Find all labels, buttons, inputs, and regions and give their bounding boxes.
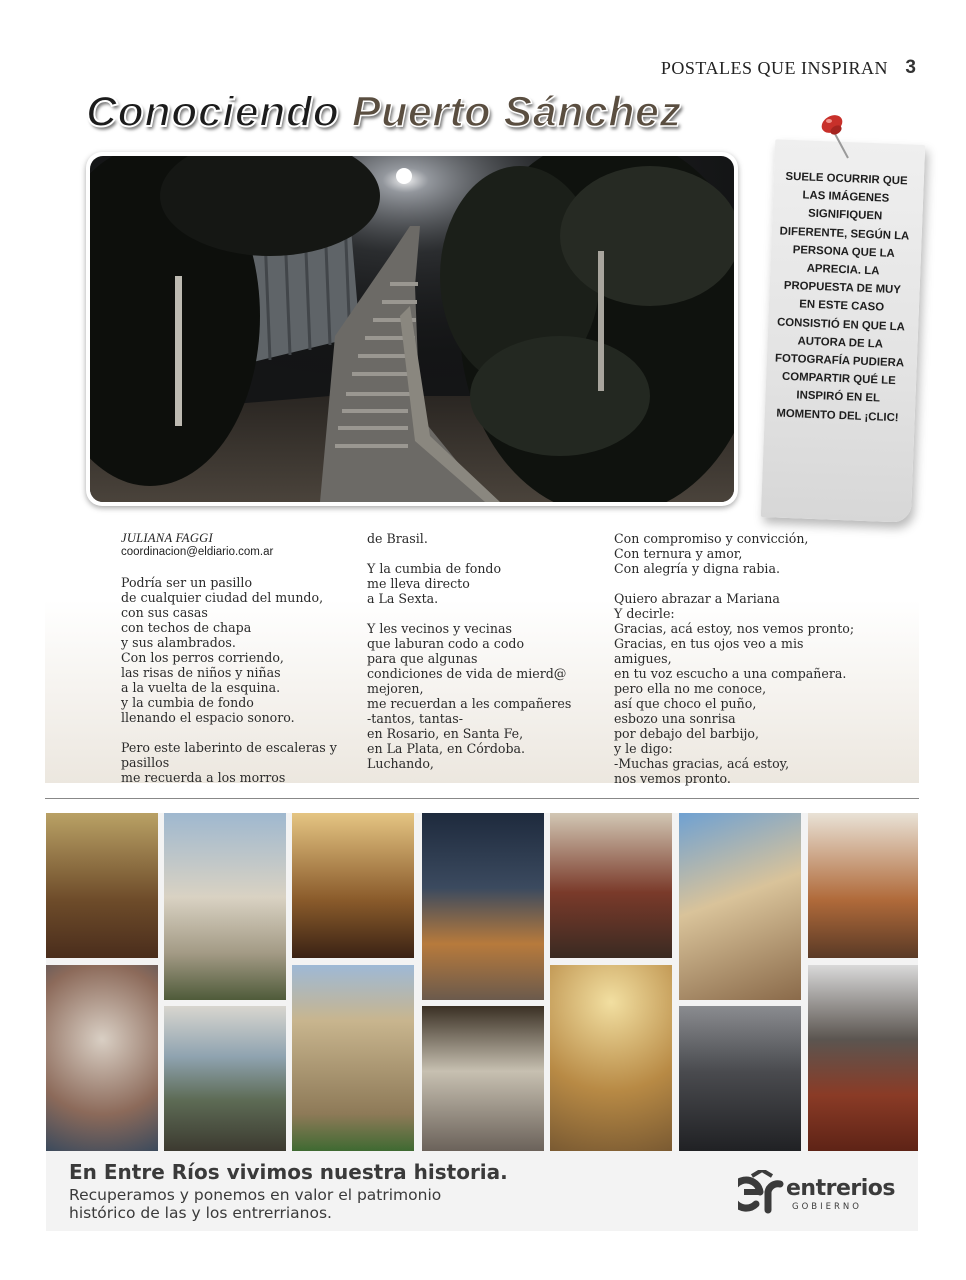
- ad-photo-exhibition-room: [808, 813, 918, 958]
- article-column-2: de Brasil. Y la cumbia de fondo me lleva directo a La Sexta. Y les vecinos y vecinas que laburan codo a codo para que algunas condiciones de vida de mierd@ mejoren, me recuerdan a les compañeres -tantos, tantas- en Rosario, en Santa Fe, en La Plata, en Córdoba. Luchando,: [367, 531, 572, 771]
- ad-photo-gallery-walkway: [679, 813, 801, 1000]
- sticky-note-text: SUELE OCURRIR QUE LAS IMÁGENES SIGNIFIQUEN DIFERENTE, SEGÚN LA PERSONA QUE LA APRECIA. LA PROPUESTA DE MUY EN ESTE CASO CONSISTIÓ EN QUE LA AUTORA DE LA FOTOGRAFÍA PUDIERA COMPARTIR QUÉ LE INSPIRÓ EN EL MOMENTO DEL ¡CLIC!: [774, 170, 910, 424]
- article-column-3: Con compromiso y convicción, Con ternura y amor, Con alegría y digna rabia. Quiero abrazar a Mariana Y decirle: Gracias, acá estoy, nos vemos pronto; Gracias, en tus ojos veo a mis amigues, en tu voz escucho a una compañera. pero ella no me conoce, así que choco el puño, esbozo una sonrisa por debajo del barbijo, y le digo: -Muchas gracias, acá estoy, nos vemos pronto.: [614, 531, 855, 786]
- logo-name: entrerios: [786, 1176, 895, 1201]
- push-pin-icon: [818, 110, 862, 166]
- ad-photo-orchestra: [679, 1006, 801, 1151]
- ad-subtitle: Recuperamos y ponemos en valor el patrimonio histórico de las y los entrerrianos.: [69, 1186, 442, 1222]
- logo-subtitle: GOBIERNO: [792, 1202, 862, 1212]
- ad-photo-river-aerial: [164, 1006, 286, 1151]
- page-number: 3: [905, 57, 916, 78]
- ad-photo-palace-tower: [164, 813, 286, 1000]
- ad-photo-theatre-interior: [46, 813, 158, 958]
- ad-photo-office-room: [550, 813, 672, 958]
- ad-headline: En Entre Ríos vivimos nuestra historia.: [69, 1160, 508, 1184]
- section-label: POSTALES QUE INSPIRAN: [660, 58, 888, 78]
- title-part-1: Conociendo: [86, 88, 340, 136]
- ad-photo-dome-hall: [550, 965, 672, 1151]
- article-column-1: Podría ser un pasillo de cualquier ciudad del mundo, con sus casas con techos de chapa y sus alambrados. Con los perros corriendo, las risas de niños y niñas a la vuelta de la esquina. y la cumbia de fondo llenando el espacio sonoro. Pero este laberinto de escaleras y pasillos me recuerda a los morros: [121, 575, 337, 785]
- ad-photo-stained-ceiling: [46, 965, 158, 1151]
- ad-photo-plaza-night: [422, 813, 544, 1000]
- entrerios-logo-icon: [738, 1170, 788, 1218]
- ad-photo-facade: [292, 965, 414, 1151]
- author-email: coordinacion@eldiario.com.ar: [121, 546, 274, 558]
- page-title: [86, 88, 681, 137]
- main-photo: [90, 156, 734, 502]
- author-name: JULIANA FAGGI: [121, 531, 213, 545]
- ad-photo-museum-room: [292, 813, 414, 958]
- title-part-2: Puerto Sánchez: [351, 88, 682, 136]
- ad-photo-terrace: [422, 1006, 544, 1151]
- ad-photo-concert-hall: [808, 965, 918, 1151]
- divider: [45, 798, 919, 799]
